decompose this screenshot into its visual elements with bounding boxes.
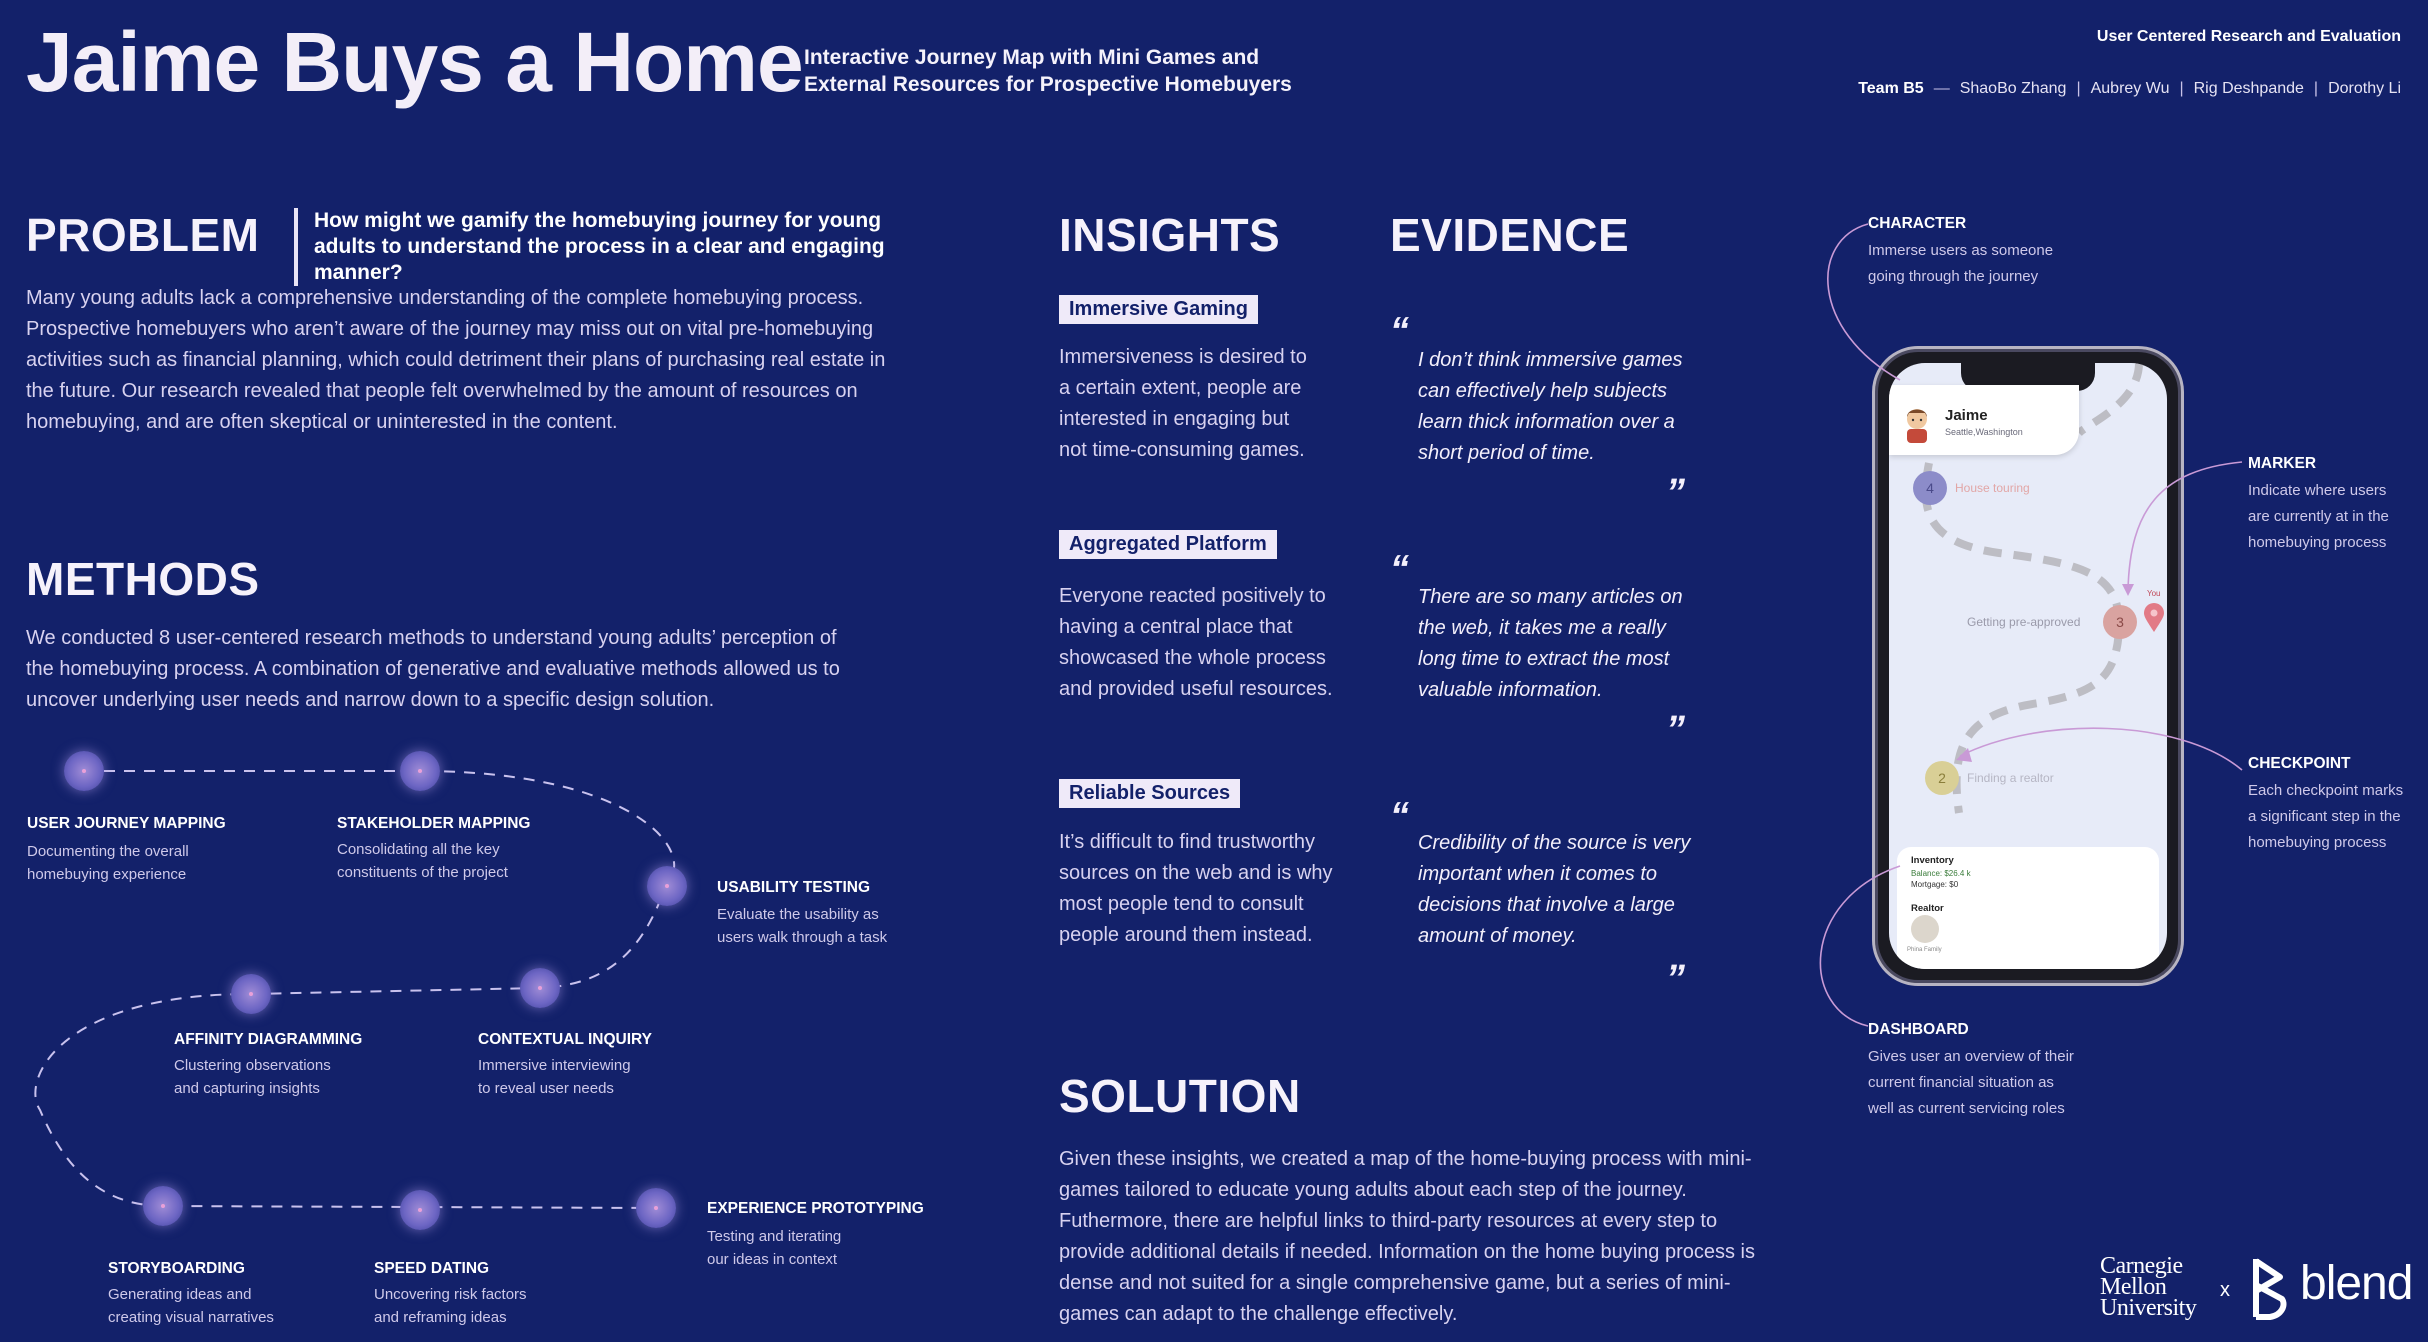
method-node <box>64 751 104 791</box>
team-member: Aubrey Wu <box>2090 80 2170 97</box>
phone-mockup <box>1872 346 2184 986</box>
methods-path <box>0 0 960 1342</box>
method-desc: Documenting the overall homebuying experience <box>27 843 189 883</box>
methods-heading: METHODS <box>26 553 260 605</box>
callout-title: CHARACTER <box>1868 215 1967 232</box>
problem-heading: PROBLEM <box>26 209 260 261</box>
team-label: Team B5 <box>1858 80 1924 97</box>
dashboard-realtor-title: Realtor <box>1911 903 1944 914</box>
member-separator: | <box>2179 80 2184 97</box>
callout-desc: Indicate where users are currently at in the homebuying process <box>2248 482 2389 551</box>
insights-heading: INSIGHTS <box>1059 209 1281 261</box>
blend-logo-icon <box>2252 1255 2288 1321</box>
poster-subtitle: Interactive Journey Map with Mini Games and External Resources for Prospective Homebuyers <box>804 46 1292 96</box>
methods-body: We conducted 8 user-centered research methods to understand young adults’ perception of the homebuying process. A combination of generative and evaluative methods allowed us to uncover underlying user needs and narrow down to a specific design solution. <box>26 627 840 711</box>
method-desc: Uncovering risk factors and reframing ideas <box>374 1286 527 1326</box>
realtor-name: Phina Family <box>1907 947 1942 953</box>
callout-desc: Gives user an overview of their current financial situation as well as current servicing roles <box>1868 1048 2074 1117</box>
close-quote-mark: ” <box>1666 709 1685 751</box>
method-desc: Immersive interviewing to reveal user needs <box>478 1057 631 1097</box>
method-desc: Generating ideas and creating visual narratives <box>108 1286 274 1326</box>
method-label: STORYBOARDING <box>108 1260 245 1277</box>
method-desc: Evaluate the usability as users walk through a task <box>717 906 888 946</box>
method-label: USABILITY TESTING <box>717 879 871 896</box>
problem-question: How might we gamify the homebuying journey for young adults to understand the process in a clear and engaging manner? <box>294 208 934 286</box>
team-member: Dorothy Li <box>2328 80 2401 97</box>
open-quote-mark: “ <box>1390 548 1409 590</box>
character-card[interactable] <box>1889 385 2079 455</box>
method-node <box>400 751 440 791</box>
cmu-logo: Carnegie Mellon University <box>2100 1253 2197 1321</box>
character-name: Jaime <box>1945 407 1988 424</box>
method-label: EXPERIENCE PROTOTYPING <box>707 1200 924 1217</box>
evidence-quote: I don’t think immersive games can effectively help subjects learn thick information over a short period of time. <box>1418 349 1683 464</box>
method-node <box>636 1188 676 1228</box>
method-node <box>400 1190 440 1230</box>
blend-logo-text: blend <box>2300 1257 2413 1310</box>
checkpoint-label: Getting pre-approved <box>1967 615 2081 629</box>
insight-tag: Aggregated Platform <box>1059 530 1277 559</box>
method-label: SPEED DATING <box>374 1260 490 1277</box>
callout-title: CHECKPOINT <box>2248 755 2351 772</box>
logo-separator: x <box>2220 1279 2230 1301</box>
team-dash: — <box>1933 80 1950 97</box>
callout-title: MARKER <box>2248 455 2317 472</box>
dashboard-card[interactable] <box>1897 847 2159 969</box>
character-location: Seattle,Washington <box>1945 427 2023 437</box>
method-label: CONTEXTUAL INQUIRY <box>478 1031 652 1048</box>
method-desc: Testing and iterating our ideas in context <box>707 1228 842 1268</box>
dashboard-title: Inventory <box>1911 855 1954 866</box>
team-member: ShaoBo Zhang <box>1959 80 2067 97</box>
solution-body: Given these insights, we created a map of the home-buying process with mini-games tailored to educate young adults about each step of the journey. Futhermore, there are helpful links to third-party resources at every step to provide additional details if needed. Information on the home buying process is dense and not suited for a single comprehensive game, but a series of mini-games can adapt to the challenge effectively. <box>1059 1148 1755 1325</box>
method-label: AFFINITY DIAGRAMMING <box>174 1031 363 1048</box>
team-member: Rig Deshpande <box>2193 80 2304 97</box>
solution-heading: SOLUTION <box>1059 1070 1301 1122</box>
method-label: USER JOURNEY MAPPING <box>27 815 226 832</box>
dashboard-mortgage: Mortgage: $0 <box>1911 880 1959 889</box>
open-quote-mark: “ <box>1390 310 1409 352</box>
member-separator: | <box>2076 80 2081 97</box>
close-quote-mark: ” <box>1666 958 1685 1000</box>
dashboard-balance: Balance: $26.4 k <box>1911 869 1971 878</box>
callout-title: DASHBOARD <box>1868 1021 1969 1038</box>
character-avatar-icon <box>1901 403 1933 443</box>
member-separator: | <box>2313 80 2319 97</box>
close-quote-mark: ” <box>1666 472 1685 514</box>
insight-text: It’s difficult to find trustworthy sources on the web and is why most people tend to consult people around them instead. <box>1059 831 1333 946</box>
problem-body: Many young adults lack a comprehensive understanding of the complete homebuying process. Prospective homebuyers who aren’t aware of the journey may miss out on vital pre-homebuying activities such as financial planning, which could detriment their plans of purchasing real estate in the future. Our research revealed that people felt overwhelmed by the amount of resources on homebuying, and are often skeptical or uninterested in the content. <box>26 287 886 433</box>
marker-label: You <box>2147 589 2161 598</box>
checkpoint-4[interactable]: 4 <box>1913 471 1947 505</box>
method-label: STAKEHOLDER MAPPING <box>337 815 531 832</box>
location-marker-icon <box>2143 603 2165 633</box>
evidence-heading: EVIDENCE <box>1390 209 1630 261</box>
evidence-quote: Credibility of the source is very important when it comes to decisions that involve a large amount of money. <box>1418 832 1691 947</box>
callout-desc: Each checkpoint marks a significant step in the homebuying process <box>2248 782 2404 851</box>
checkpoint-label: Finding a realtor <box>1967 771 2054 785</box>
method-node <box>647 866 687 906</box>
method-node <box>231 974 271 1014</box>
realtor-avatar <box>1911 915 1939 943</box>
checkpoint-2[interactable]: 2 <box>1925 761 1959 795</box>
course-name: User Centered Research and Evaluation <box>2096 28 2401 45</box>
checkpoint-3[interactable]: 3 <box>2103 605 2137 639</box>
insight-tag: Immersive Gaming <box>1059 295 1258 324</box>
callout-desc: Immerse users as someone going through the journey <box>1868 242 2054 285</box>
method-desc: Clustering observations and capturing insights <box>174 1057 331 1097</box>
poster-title: Jaime Buys a Home <box>26 15 803 109</box>
method-desc: Consolidating all the key constituents of the project <box>337 841 508 881</box>
insight-text: Immersiveness is desired to a certain extent, people are interested in engaging but not time-consuming games. <box>1059 346 1307 461</box>
open-quote-mark: “ <box>1390 795 1409 837</box>
method-node <box>143 1186 183 1226</box>
insight-tag: Reliable Sources <box>1059 779 1240 808</box>
evidence-quote: There are so many articles on the web, it takes me a really long time to extract the most valuable information. <box>1418 586 1683 701</box>
method-node <box>520 968 560 1008</box>
checkpoint-label: House touring <box>1955 481 2030 495</box>
team-line <box>1858 80 2401 98</box>
phone-screen <box>1889 363 2167 969</box>
insight-text: Everyone reacted positively to having a central place that showcased the whole process and provided useful resources. <box>1059 585 1333 700</box>
